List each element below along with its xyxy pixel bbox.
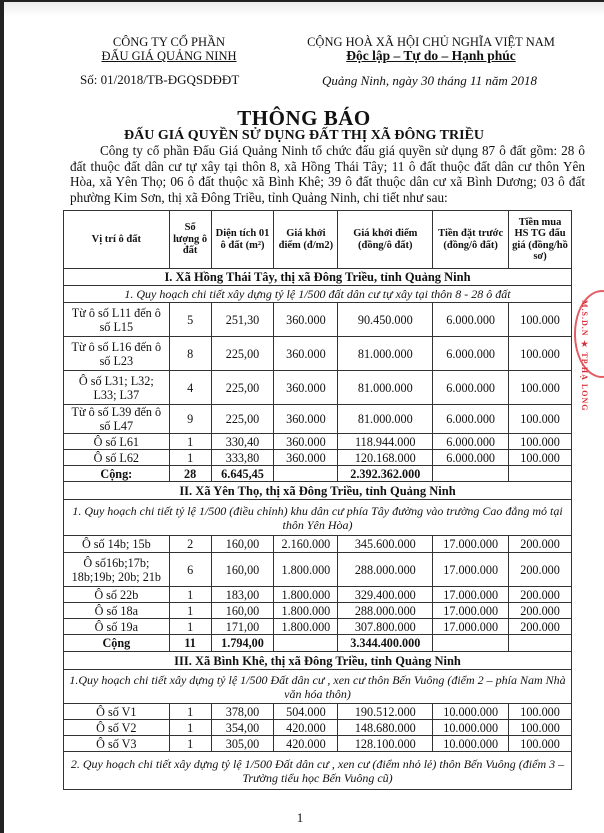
stamp-text: M.S.D.N ★ TP.HẠ LONG (580, 300, 589, 412)
table-row (64, 536, 572, 553)
cell-price-per-m2: 360.000 (274, 337, 338, 371)
cell-starting-price: 118.944.000 (338, 434, 433, 450)
cell-starting-price: 148.680.000 (338, 720, 433, 736)
section-title: I. Xã Hồng Thái Tây, thị xã Đông Triều, tỉnh Quảng Ninh (64, 269, 572, 286)
cell-location: Ô số L61 (64, 434, 170, 450)
cell-starting-price: 190.512.000 (338, 704, 433, 720)
cell-dossier-fee: 100.000 (509, 736, 572, 752)
total-quantity: 11 (169, 635, 211, 652)
org-name-line2: ĐẤU GIÁ QUẢNG NINH (101, 49, 237, 63)
cell-starting-price: 81.000.000 (338, 405, 433, 434)
cell-quantity: 6 (169, 553, 211, 587)
cell-location: Ô số V1 (64, 704, 170, 720)
land-auction-table (63, 210, 572, 790)
reference-number: Số: 01/2018/TB-ĐGQSDĐĐT (80, 72, 240, 87)
total-starting-price: 3.344.400.000 (338, 635, 433, 652)
cell-area: 225,00 (211, 337, 274, 371)
cell-price-per-m2: 2.160.000 (274, 536, 338, 553)
total-empty (433, 635, 509, 652)
cell-quantity: 1 (169, 720, 211, 736)
total-row (64, 466, 572, 482)
table-row (64, 405, 572, 434)
cell-deposit: 10.000.000 (433, 736, 509, 752)
org-name-line1: CÔNG TY CỔ PHẦN (112, 35, 226, 49)
cell-price-per-m2: 360.000 (274, 450, 338, 466)
cell-price-per-m2: 420.000 (274, 736, 338, 752)
cell-location: Từ ô số L16 đến ô số L23 (64, 337, 170, 371)
cell-quantity: 1 (169, 434, 211, 450)
total-label: Cộng (64, 635, 170, 652)
cell-area: 251,30 (211, 303, 274, 337)
cell-dossier-fee: 100.000 (509, 371, 572, 405)
organization-header (64, 35, 274, 63)
col-header-area: Diện tích 01 ô đất (m²) (211, 211, 274, 269)
total-label: Cộng: (64, 466, 170, 482)
cell-area: 305,00 (211, 736, 274, 752)
cell-deposit: 6.000.000 (433, 303, 509, 337)
table-header-row (64, 211, 572, 269)
cell-area: 378,00 (211, 704, 274, 720)
cell-area: 171,00 (211, 619, 274, 635)
cell-location: Từ ô số L11 đến ô số L15 (64, 303, 170, 337)
cell-dossier-fee: 200.000 (509, 553, 572, 587)
cell-area: 225,00 (211, 371, 274, 405)
cell-area: 160,00 (211, 603, 274, 619)
cell-dossier-fee: 100.000 (509, 434, 572, 450)
nation-name: CỘNG HOÀ XÃ HỘI CHỦ NGHĨA VIỆT NAM (307, 35, 555, 49)
col-header-deposit: Tiền đặt trước (đồng/ô đất) (433, 211, 509, 269)
cell-deposit: 6.000.000 (433, 405, 509, 434)
national-motto-header (286, 35, 576, 63)
cell-deposit: 17.000.000 (433, 536, 509, 553)
cell-deposit: 6.000.000 (433, 371, 509, 405)
cell-dossier-fee: 200.000 (509, 619, 572, 635)
cell-starting-price: 90.450.000 (338, 303, 433, 337)
cell-starting-price: 288.000.000 (338, 553, 433, 587)
table-row (64, 553, 572, 587)
cell-deposit: 10.000.000 (433, 720, 509, 736)
cell-location: Ô số 22b (64, 587, 170, 603)
cell-deposit: 6.000.000 (433, 450, 509, 466)
cell-location: Ô số V3 (64, 736, 170, 752)
cell-location: Ô số 18a (64, 603, 170, 619)
table-row (64, 736, 572, 752)
cell-deposit: 6.000.000 (433, 337, 509, 371)
col-header-dossier-fee: Tiền mua HS TG đấu giá (đồng/hồ sơ) (509, 211, 572, 269)
place-date: Quảng Ninh, ngày 30 tháng 11 năm 2018 (322, 73, 537, 88)
table-row (64, 371, 572, 405)
table-row (64, 619, 572, 635)
cell-deposit: 17.000.000 (433, 587, 509, 603)
cell-location: Ô số 14b; 15b (64, 536, 170, 553)
cell-price-per-m2: 360.000 (274, 303, 338, 337)
cell-dossier-fee: 100.000 (509, 450, 572, 466)
page-number: 1 (296, 810, 304, 825)
cell-dossier-fee: 100.000 (509, 303, 572, 337)
cell-starting-price: 120.168.000 (338, 450, 433, 466)
total-empty (509, 466, 572, 482)
cell-deposit: 6.000.000 (433, 434, 509, 450)
cell-price-per-m2: 1.800.000 (274, 619, 338, 635)
cell-deposit: 17.000.000 (433, 553, 509, 587)
cell-deposit: 17.000.000 (433, 619, 509, 635)
cell-quantity: 5 (169, 303, 211, 337)
col-header-quantity: Số lượng ô đất (169, 211, 211, 269)
cell-price-per-m2: 360.000 (274, 405, 338, 434)
cell-area: 160,00 (211, 536, 274, 553)
cell-deposit: 17.000.000 (433, 603, 509, 619)
cell-quantity: 9 (169, 405, 211, 434)
cell-area: 160,00 (211, 553, 274, 587)
cell-price-per-m2: 1.800.000 (274, 603, 338, 619)
cell-quantity: 1 (169, 603, 211, 619)
total-starting-price: 2.392.362.000 (338, 466, 433, 482)
cell-quantity: 2 (169, 536, 211, 553)
cell-quantity: 1 (169, 736, 211, 752)
cell-price-per-m2: 420.000 (274, 720, 338, 736)
section-title: III. Xã Bình Khê, thị xã Đông Triều, tỉnh Quảng Ninh (64, 652, 572, 670)
total-area: 1.794,00 (211, 635, 274, 652)
cell-dossier-fee: 200.000 (509, 587, 572, 603)
subsection-title: 1. Quy hoạch chi tiết tỷ lệ 1/500 (điều chỉnh) khu dân cư phía Tây đường vào trường Cao đẳng mỏ tại thôn Yên Hòa) (64, 500, 572, 536)
cell-price-per-m2: 1.800.000 (274, 587, 338, 603)
cell-starting-price: 345.600.000 (338, 536, 433, 553)
cell-dossier-fee: 200.000 (509, 603, 572, 619)
cell-dossier-fee: 100.000 (509, 337, 572, 371)
cell-quantity: 1 (169, 704, 211, 720)
cell-starting-price: 128.100.000 (338, 736, 433, 752)
cell-starting-price: 81.000.000 (338, 371, 433, 405)
cell-location: Ô số V2 (64, 720, 170, 736)
cell-starting-price: 307.800.000 (338, 619, 433, 635)
table-row (64, 720, 572, 736)
cell-dossier-fee: 200.000 (509, 536, 572, 553)
cell-dossier-fee: 100.000 (509, 720, 572, 736)
table-row (64, 704, 572, 720)
cell-quantity: 4 (169, 371, 211, 405)
document-subtitle: ĐẤU GIÁ QUYỀN SỬ DỤNG ĐẤT THỊ XÃ ĐÔNG TRIỀU (123, 128, 485, 143)
cell-area: 183,00 (211, 587, 274, 603)
cell-area: 330,40 (211, 434, 274, 450)
cell-area: 333,80 (211, 450, 274, 466)
cell-starting-price: 288.000.000 (338, 603, 433, 619)
cell-price-per-m2: 360.000 (274, 371, 338, 405)
col-header-starting-price: Giá khởi điểm (đồng/ô đất) (338, 211, 433, 269)
cell-price-per-m2: 360.000 (274, 434, 338, 450)
nation-motto: Độc lập – Tự do – Hạnh phúc (346, 48, 516, 63)
total-empty (509, 635, 572, 652)
intro-paragraph: Công ty cổ phần Đấu Giá Quảng Ninh tổ chức đấu giá quyền sử dụng 87 ô đất gồm: 28 ô đất thuộc đất dân cư tự xây tại thôn 8, xã Hồng Thái Tây; 11 ô đất thuộc đất dân cư thôn Yên Hòa, xã Yên Thọ; 06 ô đất thuộc xã Bình Khê; 39 ô đất thuộc dân cư xã Bình Dương; 03 ô đất phường Kim Sơn, thị xã Đông Triều, tỉnh Quảng Ninh, chi tiết như sau: (70, 143, 585, 205)
cell-location: Ô số 19a (64, 619, 170, 635)
total-row (64, 635, 572, 652)
table-row (64, 434, 572, 450)
total-empty (433, 466, 509, 482)
subsection-title: 2. Quy hoạch chi tiết xây dựng tỷ lệ 1/500 Đất dân cư , xen cư (điểm nhỏ lẻ) thôn Bến Vuông (điểm 3 – Trường tiểu học Bến Vuông cũ) (64, 752, 572, 790)
cell-price-per-m2: 1.800.000 (274, 553, 338, 587)
cell-location: Từ ô số L39 đến ô số L47 (64, 405, 170, 434)
table-row (64, 303, 572, 337)
cell-quantity: 1 (169, 450, 211, 466)
total-empty (274, 466, 338, 482)
cell-dossier-fee: 100.000 (509, 405, 572, 434)
cell-quantity: 1 (169, 587, 211, 603)
cell-starting-price: 81.000.000 (338, 337, 433, 371)
cell-dossier-fee: 100.000 (509, 704, 572, 720)
cell-price-per-m2: 504.000 (274, 704, 338, 720)
col-header-location: Vị trí ô đất (64, 211, 170, 269)
cell-quantity: 1 (169, 619, 211, 635)
section-title: II. Xã Yên Thọ, thị xã Đông Triều, tỉnh Quảng Ninh (64, 482, 572, 500)
cell-location: Ô số L62 (64, 450, 170, 466)
cell-deposit: 10.000.000 (433, 704, 509, 720)
cell-area: 225,00 (211, 405, 274, 434)
subsection-title: 1.Quy hoạch chi tiết xây dựng tỷ lệ 1/500 Đất dân cư , xen cư thôn Bến Vuông (điểm 2 – phía Nam Nhà văn hóa thôn) (64, 670, 572, 704)
cell-quantity: 8 (169, 337, 211, 371)
document-title: THÔNG BÁO (237, 106, 371, 130)
total-empty (274, 635, 338, 652)
total-area: 6.645,45 (211, 466, 274, 482)
cell-location: Ô số L31; L32; L33; L37 (64, 371, 170, 405)
cell-area: 354,00 (211, 720, 274, 736)
table-row (64, 603, 572, 619)
subsection-title: 1. Quy hoạch chi tiết xây dựng tỷ lệ 1/500 đất dân cư tự xây tại thôn 8 - 28 ô đất (64, 286, 572, 303)
table-row (64, 450, 572, 466)
col-header-price-per-m2: Giá khởi điểm (đ/m2) (274, 211, 338, 269)
table-row (64, 337, 572, 371)
total-quantity: 28 (169, 466, 211, 482)
table-row (64, 587, 572, 603)
cell-location: Ô số16b;17b; 18b;19b; 20b; 21b (64, 553, 170, 587)
cell-starting-price: 329.400.000 (338, 587, 433, 603)
